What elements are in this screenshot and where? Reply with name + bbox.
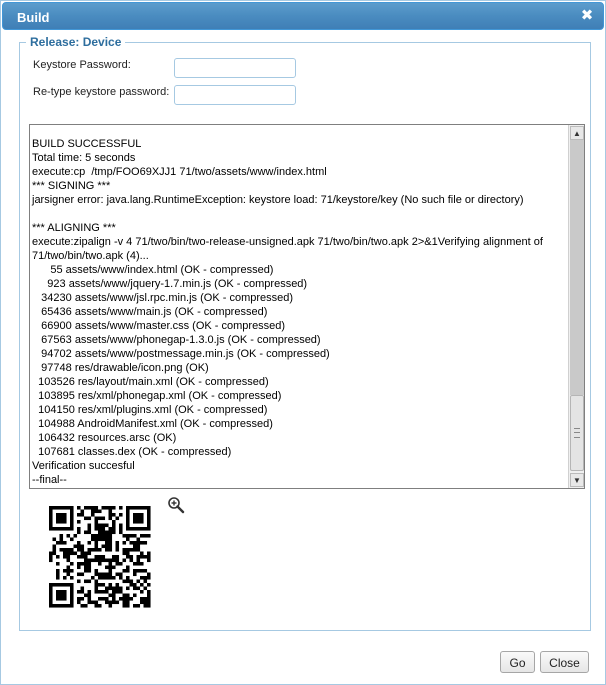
log-line: 67563 assets/www/phonegap-1.3.0.js (OK - compressed) bbox=[32, 334, 321, 346]
scroll-down-icon[interactable]: ▼ bbox=[570, 473, 584, 487]
log-scrollbar[interactable] bbox=[568, 125, 584, 488]
log-line: *** SIGNING *** bbox=[32, 180, 111, 192]
log-line: jarsigner error: java.lang.RuntimeException: keystore load: 71/keystore/key (No such file or directory) bbox=[32, 194, 524, 206]
log-line: 97748 res/drawable/icon.png (OK) bbox=[32, 362, 209, 374]
keystore-password-label: Keystore Password: bbox=[33, 59, 131, 71]
scroll-up-icon[interactable]: ▲ bbox=[570, 126, 584, 140]
qr-code bbox=[39, 496, 161, 618]
release-legend: Release: Device bbox=[30, 35, 122, 49]
zoom-in-icon[interactable] bbox=[167, 496, 185, 514]
qr-code-icon bbox=[39, 496, 161, 618]
log-line: 65436 assets/www/main.js (OK - compressed) bbox=[32, 306, 268, 318]
log-line: 106432 resources.arsc (OK) bbox=[32, 432, 177, 444]
close-icon[interactable]: ✖ bbox=[580, 7, 594, 24]
scroll-thumb[interactable] bbox=[570, 395, 584, 471]
retype-password-input[interactable] bbox=[174, 85, 296, 105]
log-line: execute:zipalign -v 4 71/two/bin/two-release-unsigned.apk 71/two/bin/two.apk 2>&1Verifying alignment of 71/two/bin/two.apk (4)... bbox=[32, 236, 546, 262]
go-button[interactable]: Go bbox=[500, 651, 535, 673]
build-log[interactable] bbox=[29, 124, 585, 489]
log-line bbox=[32, 207, 566, 221]
log-line: Verification succesful bbox=[32, 460, 135, 472]
grip-icon bbox=[574, 428, 580, 438]
dialog-title: Build bbox=[17, 10, 50, 25]
log-line: BUILD SUCCESSFUL bbox=[32, 138, 142, 150]
log-line: 923 assets/www/jquery-1.7.min.js (OK - compressed) bbox=[32, 278, 308, 290]
log-line: 107681 classes.dex (OK - compressed) bbox=[32, 446, 232, 458]
close-button[interactable]: Close bbox=[540, 651, 589, 673]
dialog-titlebar[interactable] bbox=[2, 2, 604, 30]
log-line: 103526 res/layout/main.xml (OK - compressed) bbox=[32, 376, 269, 388]
scroll-track[interactable] bbox=[570, 140, 584, 395]
retype-password-label: Re-type keystore password: bbox=[33, 86, 170, 98]
log-line: 94702 assets/www/postmessage.min.js (OK - compressed) bbox=[32, 348, 330, 360]
log-line: *** ALIGNING *** bbox=[32, 222, 116, 234]
log-line: 104988 AndroidManifest.xml (OK - compressed) bbox=[32, 418, 273, 430]
log-line: 34230 assets/www/jsl.rpc.min.js (OK - compressed) bbox=[32, 292, 294, 304]
build-log-text bbox=[32, 137, 566, 487]
log-line: --final-- bbox=[32, 474, 67, 486]
log-line: 66900 assets/www/master.css (OK - compressed) bbox=[32, 320, 286, 332]
log-line: 55 assets/www/index.html (OK - compressed) bbox=[32, 264, 274, 276]
log-line: 104150 res/xml/plugins.xml (OK - compressed) bbox=[32, 404, 268, 416]
keystore-password-input[interactable] bbox=[174, 58, 296, 78]
log-line: 103895 res/xml/phonegap.xml (OK - compressed) bbox=[32, 390, 282, 402]
log-line: execute:cp /tmp/FOO69XJJ1 71/two/assets/www/index.html bbox=[32, 166, 327, 178]
log-line: Total time: 5 seconds bbox=[32, 152, 136, 164]
